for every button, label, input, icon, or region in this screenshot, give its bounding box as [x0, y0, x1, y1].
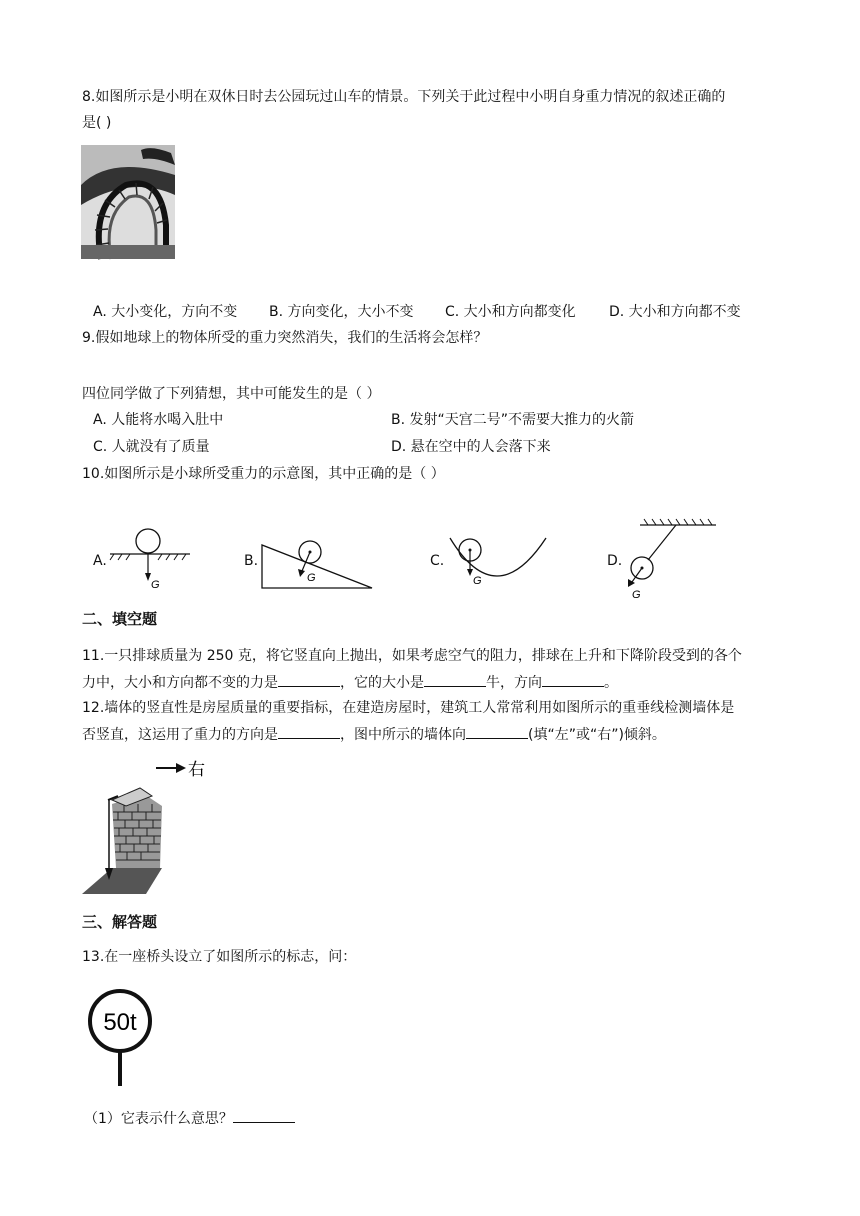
q12-line1: 12.墙体的竖直性是房屋质量的重要指标，在建造房屋时，建筑工人常常利用如图所示的重垂线检测墙体是 [82, 700, 735, 716]
q12-blank-2[interactable] [466, 724, 528, 739]
q11-line2-text-b: ，它的大小是 [340, 675, 424, 691]
force-g-label: G [151, 579, 160, 591]
q13-sub1-text: （1）它表示什么意思？ [84, 1111, 233, 1127]
q10-stem: 10.如图所示是小球所受重力的示意图，其中正确的是（ ） [82, 466, 445, 482]
force-g-label: G [473, 575, 482, 587]
force-g-label: G [307, 572, 316, 584]
q9-stem-line2: 四位同学做了下列猜想，其中可能发生的是（ ） [82, 386, 381, 402]
q10-option-a-label[interactable]: A. [93, 553, 107, 569]
q10-figure-a [108, 525, 194, 591]
q9-option-b[interactable]: B. 发射“天宫二号”不需要大推力的火箭 [391, 412, 635, 428]
q10-option-c-label[interactable]: C. [430, 553, 445, 569]
q9-option-c[interactable]: C. 人就没有了质量 [93, 439, 210, 455]
q10-option-b-label[interactable]: B. [244, 553, 259, 569]
q11-line2-text-a: 力中，大小和方向都不变的力是 [82, 675, 278, 691]
q8-option-d[interactable]: D. 大小和方向都不变 [609, 304, 741, 320]
q8-option-a[interactable]: A. 大小变化，方向不变 [93, 304, 238, 320]
q11-blank-2[interactable] [424, 672, 486, 687]
q13-blank-1[interactable] [233, 1108, 295, 1123]
q11-blank-3[interactable] [542, 672, 604, 687]
q13-sub1 [84, 1108, 295, 1129]
q10-option-d-label[interactable]: D. [607, 553, 623, 569]
q11-line1: 11.一只排球质量为 250 克，将它竖直向上抛出，如果考虑空气的阻力，排球在上升和下降阶段受到的各个 [82, 648, 742, 664]
q9-option-a[interactable]: A. 人能将水喝入肚中 [93, 412, 224, 428]
q13-stem: 13.在一座桥头设立了如图所示的标志，问： [82, 949, 357, 965]
q11-line2-text-c: 牛，方向 [486, 675, 542, 691]
q11-line2 [82, 672, 618, 693]
q12-line2-text-b: ，图中所示的墙体向 [340, 727, 466, 743]
section-answer-title: 三、解答题 [82, 913, 158, 931]
q8-stem-line2: 是( ) [82, 115, 112, 131]
q12-line2-text-c: (填“左”或“右”)倾斜。 [528, 727, 666, 743]
figure-label-right: 右 [188, 760, 205, 779]
q10-figure-d [620, 516, 720, 602]
q12-blank-1[interactable] [278, 724, 340, 739]
force-g-label: G [632, 589, 641, 601]
q8-stem-line1: 8.如图所示是小明在双休日时去公园玩过山车的情景。下列关于此过程中小明自身重力情况的叙述正确的 [82, 89, 726, 105]
weight-limit-sign [86, 988, 156, 1088]
sign-text: 50t [103, 1009, 137, 1036]
q9-stem-line1: 9.假如地球上的物体所受的重力突然消失，我们的生活将会怎样？ [82, 330, 488, 346]
q8-option-c[interactable]: C. 大小和方向都变化 [445, 304, 576, 320]
q8-option-b[interactable]: B. 方向变化，大小不变 [269, 304, 414, 320]
q10-figure-b [260, 527, 376, 591]
q10-figure-c [446, 534, 550, 592]
q12-line2 [82, 724, 666, 745]
roller-coaster-photo [81, 145, 175, 259]
q11-line2-text-d: 。 [604, 675, 618, 691]
plumb-line-wall-figure [82, 756, 205, 894]
section-fill-in-title: 二、填空题 [82, 610, 158, 628]
q12-line2-text-a: 否竖直，这运用了重力的方向是 [82, 727, 278, 743]
q11-blank-1[interactable] [278, 672, 340, 687]
q9-option-d[interactable]: D. 悬在空中的人会落下来 [391, 439, 551, 455]
